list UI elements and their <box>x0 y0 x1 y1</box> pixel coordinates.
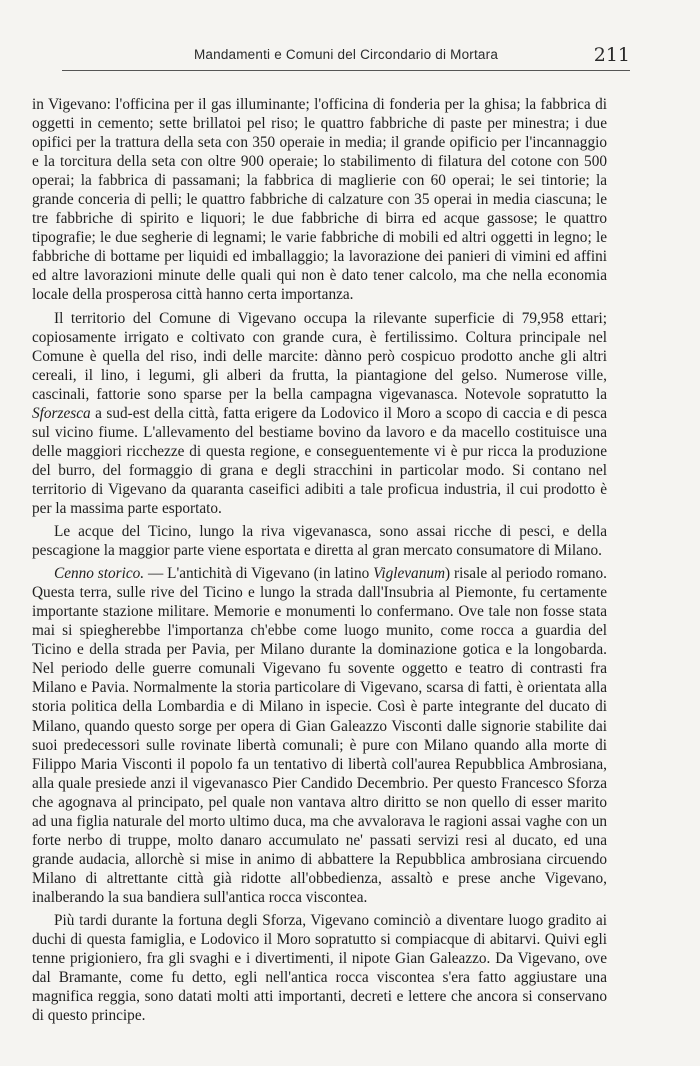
running-header <box>62 44 630 71</box>
paragraph-text: — L'antichità di Vigevano (in latino <box>144 565 374 583</box>
paragraph-text: Le acque del Ticino, lungo la riva vigevanasca, sono assai ricche di pesci, e della pescagione la maggior parte viene esportata e diretta al gran mercato consumatore di Milano. <box>32 523 607 560</box>
paragraph-ticino <box>32 522 607 560</box>
paragraph-text: Più tardi durante la fortuna degli Sforza, Vigevano cominciò a diventare luogo gradito ai duchi di questa famiglia, e Lodovico il Moro sopratutto si compiacque di abitarvi. Quivi egli tenne prigioniero, fra gli svaghi e i divertimenti, il nipote Gian Galeazzo. Da Vigevano, ove dal Bramante, come fu detto, egli nell'antica rocca viscontea s'era fatto aggiustare una magnifica reggia, sono datati molti atti importanti, decreti e lettere che ancora si conservano di questo principe. <box>32 911 607 1025</box>
paragraph-sforza <box>32 911 607 1025</box>
body-text <box>32 95 607 1029</box>
paragraph-history <box>32 564 607 907</box>
paragraph-text-continued: ) risale al periodo romano. Questa terra, sulle rive del Ticino e lungo la strada dall'Insubria al Piemonte, fu certamente importante stazione militare. Memorie e monumenti lo confermano. Ove tale non fosse stata mai si spiegherebbe l'importanza ch'ebbe come luogo munito, come rocca a guardia del Ticino e della strada per Pavia, per Milano durante la dominazione gotica e la longobarda. Nel periodo delle guerre comunali Vigevano fu sovente oggetto e teatro di contrasti fra Milano e Pavia. Normalmente la storia particolare di Vigevano, scarsa di fatti, è orientata alla storia politica della Lombardia e di Milano in ispecie. Così è parte integrante del ducato di Milano, quando questo sorge per opera di Gian Galeazzo Visconti dalle signorie stabilite dai suoi predecessori sulle rovinate libertà comunali; è pure con Milano quando alla morte di Filippo Maria Visconti il popolo fa un tentativo di libertà coll'aurea Repubblica Ambrosiana, alla quale presiede anzi il vigevanasco Pier Candido Decembrio. Per questo Francesco Sforza che agognava al principato, pel quale non vantava altro diritto se non quello di esser marito ad una figlia naturale del morto ultimo duca, ma che avvalorava le ragioni assai vaghe con un forte nerbo di truppe, molto danaro accumulato ne' passati servizi resi al ducato, ed una grande audacia, allorchè si mise in animo di abbattere la Repubblica ambrosiana circuendo Milano di altrettante città già ridotte all'obbedienza, assaltò e prese anche Vigevano, inalberando la sua bandiera sull'antica rocca viscontea. <box>32 565 607 906</box>
paragraph-industries <box>32 95 607 305</box>
emphasis-sforzesca: Sforzesca <box>32 404 91 422</box>
paragraph-text: Il territorio del Comune di Vigevano occupa la rilevante superficie di 79,958 ettari; copiosamente irrigato e coltivato con grande cura, è fertilissimo. Coltura principale nel Comune è quella del riso, indi delle marcite: dànno però cospicuo prodotto anche gli altri cereali, il lino, i legumi, gli alberi da frutta, la piantagione del gelso. Numerose ville, cascinali, fattorie sono sparse per la bella campagna vigevanasca. Notevole sopratutto la <box>32 309 607 403</box>
section-heading-cenno-storico: Cenno storico. <box>54 565 145 583</box>
running-title: Mandamenti e Comuni del Circondario di Mortara <box>193 47 499 62</box>
paragraph-text: in Vigevano: l'officina per il gas illuminante; l'officina di fonderia per la ghisa; la fabbrica di oggetti in cemento; sette brillatoi pel riso; le quattro fabbriche di paste per minestra; i due opifici per la trattura della seta con 350 operaie in media; il grande opificio per l'incannaggio e la torcitura della seta con oltre 900 operaie; lo stabilimento di filatura del cotone con 500 operai; la fabbrica di passamani; la fabbrica di maglierie con 60 operai; le sei tintorie; la grande conceria di pelli; le quattro fabbriche di calzature con 35 operai in media ciascuna; le tre fabbriche di spirito e liquori; le due fabbriche di birra ed acque gassose; le quattro tipografie; le due segherie di legnami; le varie fabbriche di mobili ed altri oggetti in legno; le fabbriche di bottame per liquidi ed imballaggio; la lavorazione dei panieri di vimini ed affini ed altre lavorazioni minute delle quali qui non è dato tener calcolo, ma che nella economia locale della prosperosa città hanno certa importanza. <box>32 96 607 304</box>
paragraph-territory <box>32 309 607 519</box>
paragraph-text-continued: a sud-est della città, fatta erigere da Lodovico il Moro a scopo di caccia e di pesca sul vicino fiume. L'allevamento del bestiame bovino da lavoro e da macello costituisce una delle maggiori ricchezze di questa regione, e conseguentemente vi è pur ricca la produzione del burro, del formaggio di grana e degli stracchini in particolar modo. Si contano nel territorio di Vigevano da quaranta caseifici adibiti a tale proficua industria, il cui prodotto è per la massima parte esportato. <box>32 404 607 517</box>
emphasis-viglevanum: Viglevanum <box>373 565 446 583</box>
page-number: 211 <box>593 44 630 66</box>
